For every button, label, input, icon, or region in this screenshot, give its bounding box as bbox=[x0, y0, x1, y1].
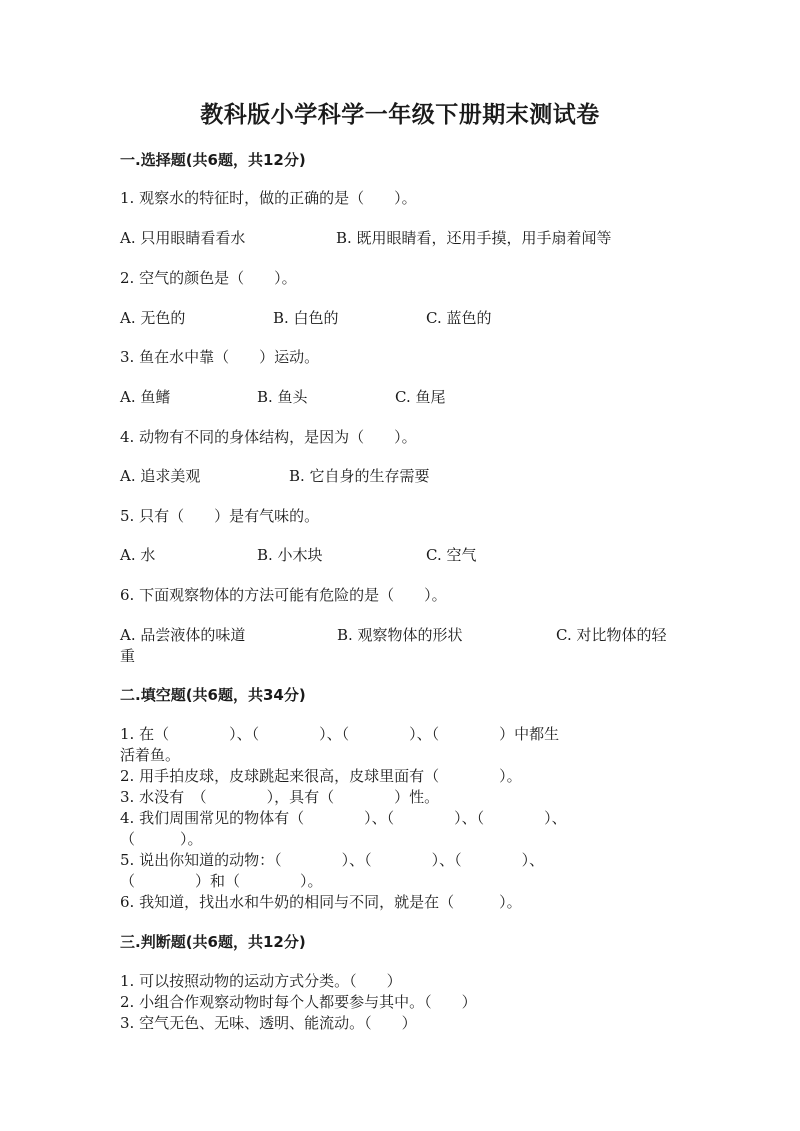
option-a: A. 品尝液体的味道 bbox=[120, 626, 246, 644]
option-a: A. 无色的 bbox=[120, 309, 186, 327]
option-c: C. 对比物体的轻 bbox=[556, 626, 667, 644]
section-heading-fill: 二.填空题(共6题，共34分) bbox=[120, 686, 306, 704]
question-stem: 4. 动物有不同的身体结构，是因为（ ）。 bbox=[120, 428, 417, 446]
option-b: B. 鱼头 bbox=[257, 388, 308, 406]
exam-title: 教科版小学科学一年级下册期末测试卷 bbox=[200, 102, 600, 128]
option-b: B. 既用眼睛看，还用手摸，用手扇着闻等 bbox=[336, 229, 612, 247]
option-b: B. 白色的 bbox=[273, 309, 339, 327]
fill-line: 2. 用手拍皮球，皮球跳起来很高，皮球里面有（ ）。 bbox=[120, 767, 522, 785]
section-heading-choice: 一.选择题(共6题，共12分) bbox=[120, 151, 306, 169]
option-c-continued: 重 bbox=[120, 647, 136, 665]
option-c: C. 蓝色的 bbox=[426, 309, 492, 327]
fill-line: 1. 在（ ）、（ ）、（ ）、（ ）中都生 bbox=[120, 725, 560, 743]
option-b: B. 小木块 bbox=[257, 546, 323, 564]
option-a: A. 追求美观 bbox=[120, 467, 201, 485]
option-a: A. 只用眼睛看看水 bbox=[120, 229, 246, 247]
question-stem: 3. 鱼在水中靠（ ）运动。 bbox=[120, 348, 320, 366]
option-a: A. 鱼鳍 bbox=[120, 388, 171, 406]
option-c: C. 鱼尾 bbox=[395, 388, 446, 406]
judge-line: 1. 可以按照动物的运动方式分类。（ ） bbox=[120, 972, 402, 990]
option-c: C. 空气 bbox=[426, 546, 477, 564]
fill-line: 4. 我们周围常见的物体有（ ）、（ ）、（ ）、 bbox=[120, 809, 567, 827]
question-stem: 2. 空气的颜色是（ ）。 bbox=[120, 269, 297, 287]
judge-line: 3. 空气无色、无味、透明、能流动。（ ） bbox=[120, 1014, 417, 1032]
option-b: B. 观察物体的形状 bbox=[337, 626, 463, 644]
fill-line: 活着鱼。 bbox=[120, 746, 181, 764]
question-stem: 5. 只有（ ）是有气味的。 bbox=[120, 507, 320, 525]
fill-line: （ ）。 bbox=[120, 830, 203, 848]
option-a: A. 水 bbox=[120, 546, 156, 564]
question-stem: 6. 下面观察物体的方法可能有危险的是（ ）。 bbox=[120, 586, 447, 604]
fill-line: 5. 说出你知道的动物：（ ）、（ ）、（ ）、 bbox=[120, 851, 545, 869]
fill-line: 6. 我知道，找出水和牛奶的相同与不同，就是在（ ）。 bbox=[120, 893, 522, 911]
fill-line: （ ）和（ ）。 bbox=[120, 872, 323, 890]
section-heading-judge: 三.判断题(共6题，共12分) bbox=[120, 933, 306, 951]
fill-line: 3. 水没有 （ ），具有（ ）性。 bbox=[120, 788, 440, 806]
option-b: B. 它自身的生存需要 bbox=[289, 467, 430, 485]
judge-line: 2. 小组合作观察动物时每个人都要参与其中。（ ） bbox=[120, 993, 477, 1011]
question-stem: 1. 观察水的特征时，做的正确的是（ ）。 bbox=[120, 189, 417, 207]
